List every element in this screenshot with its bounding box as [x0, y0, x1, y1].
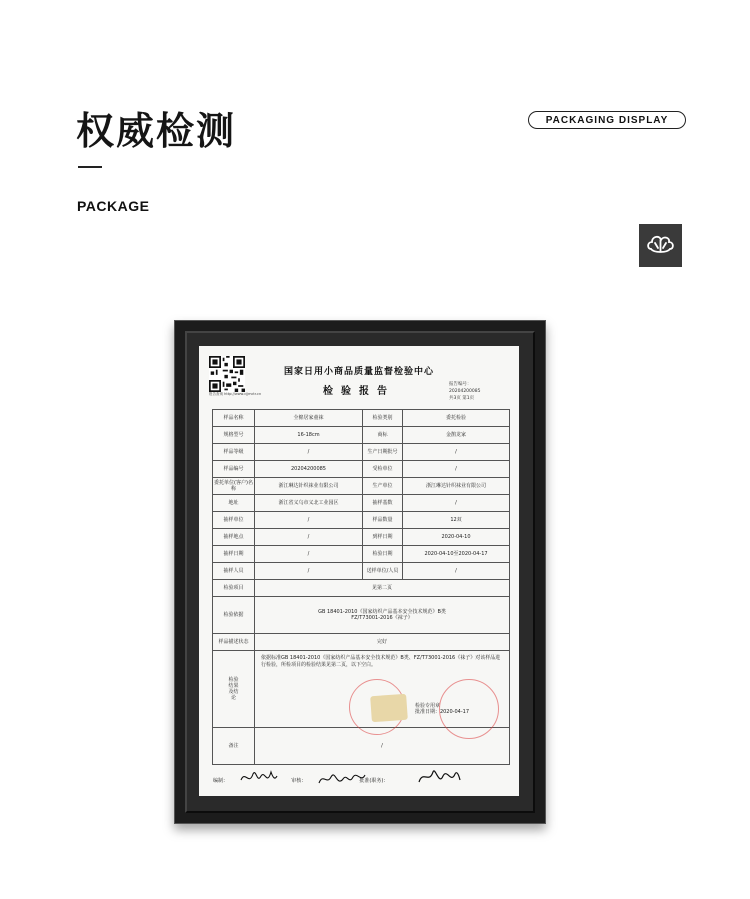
- remark-label: 备注: [213, 728, 255, 765]
- field-label: 样品名称: [213, 410, 255, 427]
- table-row: [213, 410, 510, 427]
- field-label: 样品编号: [213, 461, 255, 478]
- basis-value-2: FZ/T73001-2016《袜子》: [351, 615, 413, 621]
- field-value: /: [403, 461, 510, 478]
- field-label: 受检单位: [363, 461, 403, 478]
- field-value: 全棉居家童袜: [255, 410, 363, 427]
- report-org-name: 国家日用小商品质量监督检验中心: [283, 367, 434, 377]
- field-label: 委托单位(客户)名称: [213, 478, 255, 495]
- page-title: 权威检测: [76, 109, 237, 153]
- qr-code-icon: [209, 356, 245, 392]
- table-row: [213, 580, 510, 597]
- compiler-label: 编制：: [213, 778, 229, 784]
- field-value: 16-18cm: [255, 427, 363, 444]
- signature-reviewer: [317, 767, 367, 791]
- field-label: 样品等级: [213, 444, 255, 461]
- field-value: 2020-04-10至2020-04-17: [403, 546, 510, 563]
- items-value: 见第二页: [255, 580, 510, 597]
- report-title: 检验报告: [323, 386, 395, 397]
- field-value: 金鹊龙家: [403, 427, 510, 444]
- report-number-label: 报告编号：: [449, 382, 472, 387]
- conclusion-text: 依据标准GB 18401-2010《国家纺织产品基本安全技术规范》B类、FZ/T73001-2016《袜子》对该样品进行检验，所检项目的检验结果见第二页，以下空白。: [261, 655, 501, 668]
- field-label: 抽样日期: [213, 546, 255, 563]
- field-value: 委托检验: [403, 410, 510, 427]
- field-label: 到样日期: [363, 529, 403, 546]
- table-row: [213, 512, 510, 529]
- title-divider: [78, 166, 102, 168]
- field-value: /: [255, 444, 363, 461]
- certificate-frame: [174, 320, 546, 824]
- field-value: 浙江琳达针织袜业有限公司: [255, 478, 363, 495]
- field-label: 抽样地点: [213, 529, 255, 546]
- field-value: 2020-04-10: [403, 529, 510, 546]
- report-number: 20204200085: [449, 389, 481, 394]
- section-subtitle: PACKAGE: [77, 198, 150, 214]
- field-value: 浙江省义乌市义北工业园区: [255, 495, 363, 512]
- table-row: [213, 597, 510, 634]
- field-label: 检验类别: [363, 410, 403, 427]
- cotton-icon: [639, 224, 682, 267]
- field-value: /: [255, 563, 363, 580]
- table-row: [213, 529, 510, 546]
- field-value: /: [403, 495, 510, 512]
- basis-label: 检验依据: [213, 597, 255, 634]
- basis-value-1: GB 18401-2010《国家纺织产品基本安全技术规范》B类: [318, 609, 446, 615]
- field-label: 商标: [363, 427, 403, 444]
- report-number-block: [449, 381, 481, 402]
- seal-label: 检验专用章: [414, 703, 440, 709]
- field-label: 地址: [213, 495, 255, 512]
- issue-date: 批准日期：2020-04-17: [414, 709, 469, 715]
- table-row: [213, 634, 510, 651]
- state-value: 完好: [255, 634, 510, 651]
- field-label: 抽样基数: [363, 495, 403, 512]
- embossed-stamp: [370, 694, 408, 722]
- field-value: 12双: [403, 512, 510, 529]
- field-label: 生产日期批号: [363, 444, 403, 461]
- field-value: /: [255, 546, 363, 563]
- field-label: 抽样单位: [213, 512, 255, 529]
- field-value: 20204200085: [255, 461, 363, 478]
- table-row: [213, 478, 510, 495]
- inspection-report: [199, 346, 519, 796]
- field-value: /: [255, 512, 363, 529]
- table-row: [213, 461, 510, 478]
- field-label: 检验日期: [363, 546, 403, 563]
- table-row: [213, 563, 510, 580]
- basis-value: [255, 597, 510, 634]
- packaging-display-badge: PACKAGING DISPLAY: [528, 111, 686, 129]
- field-label: 送样单位/人员: [363, 563, 403, 580]
- signature-approver: [417, 764, 461, 790]
- signature-compiler: [239, 766, 279, 790]
- state-label: 样品描述状态: [213, 634, 255, 651]
- table-row: [213, 427, 510, 444]
- field-label: 样品数量: [363, 512, 403, 529]
- field-label: 抽样人员: [213, 563, 255, 580]
- remark-value: /: [255, 728, 510, 765]
- table-row: [213, 546, 510, 563]
- reviewer-label: 审核：: [291, 778, 307, 784]
- field-label: 生产单位: [363, 478, 403, 495]
- field-value: /: [255, 529, 363, 546]
- table-row: [213, 444, 510, 461]
- field-value: /: [403, 563, 510, 580]
- field-label: 规格型号: [213, 427, 255, 444]
- field-value: /: [403, 444, 510, 461]
- red-seal-right: [439, 679, 499, 739]
- conclusion-label: 检验结果及结论: [213, 651, 255, 728]
- table-row: [213, 495, 510, 512]
- qr-caption: 报告查询 http://www.cjjmctr.cn: [209, 392, 262, 396]
- field-value: 浙江琳达针织袜业有限公司: [403, 478, 510, 495]
- approver-label: 批准(职务)：: [359, 778, 389, 784]
- items-label: 检验项目: [213, 580, 255, 597]
- report-pages: 共3页 第1页: [449, 396, 475, 401]
